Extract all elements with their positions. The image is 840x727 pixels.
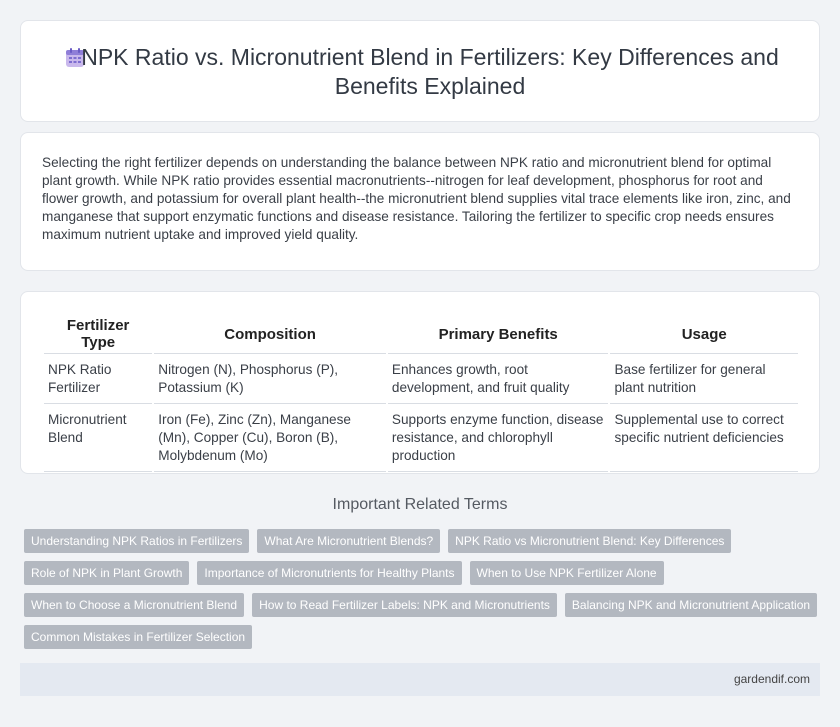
page-title: NPK Ratio vs. Micronutrient Blend in Fertilizers: Key Differences and Benefits Explained [81,44,779,99]
table-cell: Supplemental use to correct specific nutrient deficiencies [610,404,798,472]
related-term-link[interactable]: What Are Micronutrient Blends? [257,529,440,553]
related-terms-heading: Important Related Terms [332,496,508,513]
column-header: Composition [154,313,386,354]
table-header-row [44,313,798,354]
related-term-link[interactable]: Understanding NPK Ratios in Fertilizers [24,529,249,553]
site-name[interactable]: gardendif.com [733,672,810,686]
table-cell: Enhances growth, root development, and fruit quality [388,354,609,404]
related-term-link[interactable]: Common Mistakes in Fertilizer Selection [24,625,252,649]
table-row [44,404,798,472]
table-row [44,354,798,404]
related-terms-list [24,529,824,657]
related-term-link[interactable]: Balancing NPK and Micronutrient Application [565,593,817,617]
table-cell: Micronutrient Blend [44,404,152,472]
footer [20,663,820,696]
column-header: Usage [610,313,798,354]
column-header: Fertilizer Type [44,313,152,354]
related-term-link[interactable]: Importance of Micronutrients for Healthy Plants [197,561,461,585]
column-header: Primary Benefits [388,313,609,354]
comparison-table-card [20,291,820,474]
header-card [20,20,820,122]
related-term-link[interactable]: How to Read Fertilizer Labels: NPK and Micronutrients [252,593,557,617]
table-cell: Supports enzyme function, disease resistance, and chlorophyll production [388,404,609,472]
intro-paragraph: Selecting the right fertilizer depends on understanding the balance between NPK ratio and micronutrient blend for optimal plant growth. While NPK ratio provides essential macronutrients--nitrogen for leaf development, phosphorus for root and flower growth, and potassium for overall plant health--the micronutrient blend supplies vital trace elements like iron, zinc, and manganese that support enzymatic functions and disease resistance. Tailoring the fertilizer to specific crop needs ensures maximum nutrient uptake and improved yield quality. [42,155,791,242]
comparison-table [42,313,800,472]
related-term-link[interactable]: When to Use NPK Fertilizer Alone [470,561,664,585]
table-cell: Nitrogen (N), Phosphorus (P), Potassium (K) [154,354,386,404]
table-cell: NPK Ratio Fertilizer [44,354,152,404]
table-cell: Base fertilizer for general plant nutrition [610,354,798,404]
intro-card [20,132,820,271]
table-cell: Iron (Fe), Zinc (Zn), Manganese (Mn), Copper (Cu), Boron (B), Molybdenum (Mo) [154,404,386,472]
related-term-link[interactable]: Role of NPK in Plant Growth [24,561,189,585]
related-term-link[interactable]: When to Choose a Micronutrient Blend [24,593,244,617]
related-term-link[interactable]: NPK Ratio vs Micronutrient Blend: Key Differences [448,529,731,553]
